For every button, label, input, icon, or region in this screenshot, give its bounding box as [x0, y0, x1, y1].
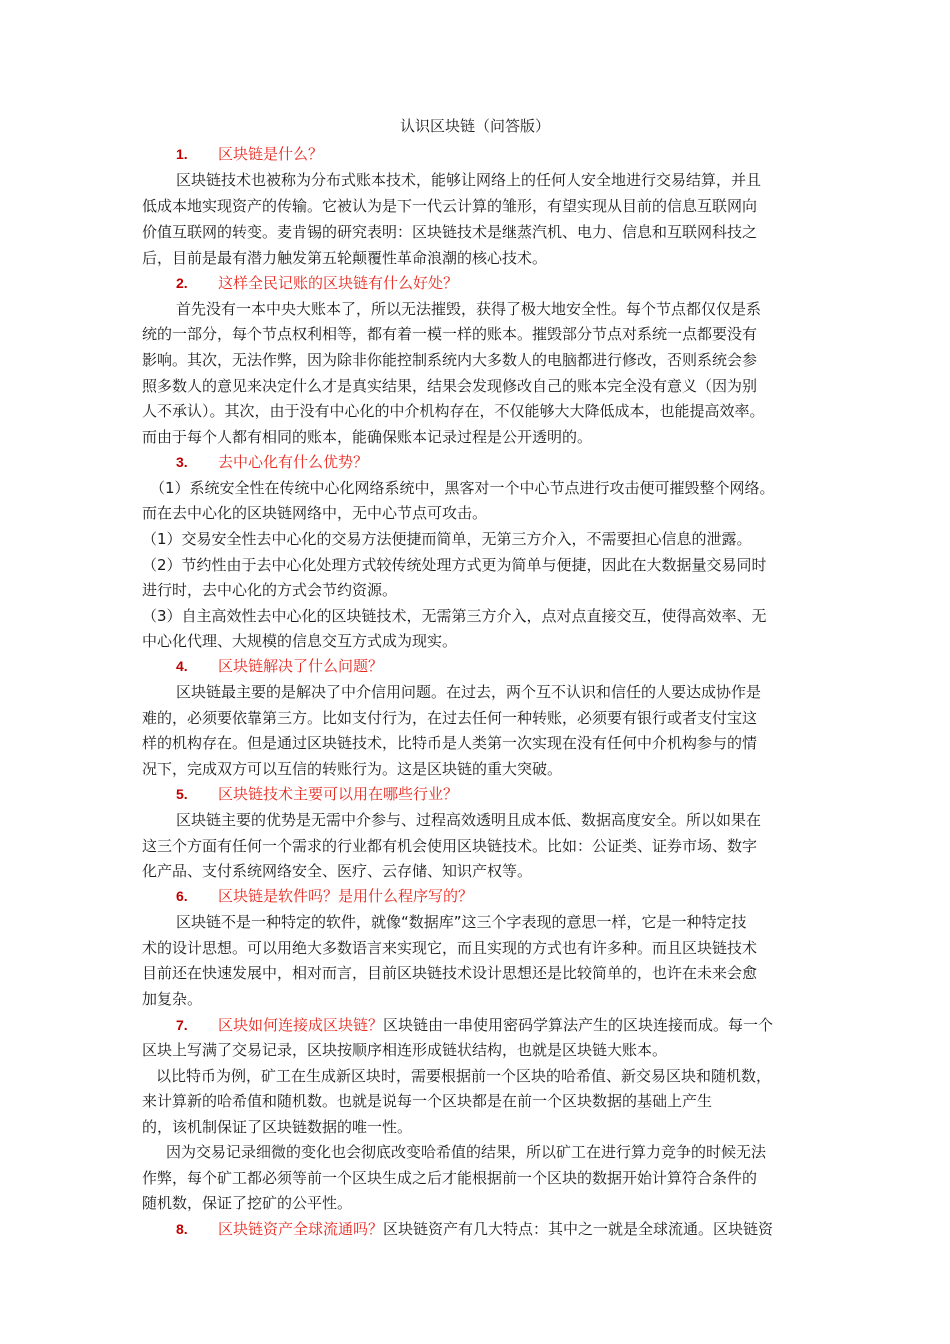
paragraph-line: 作弊，每个矿工都必须等前一个区块生成之后才能根据前一个区块的数据开始计算符合条件的 [142, 1169, 758, 1187]
paragraph-line: 难的，必须要依靠第三方。比如支付行为，在过去任何一种转账，必须要有银行或者支付宝这 [142, 709, 758, 727]
paragraph-line: 况下，完成双方可以互信的转账行为。这是区块链的重大突破。 [142, 760, 563, 778]
paragraph-line: 区块链不是一种特定的软件，就像“数据库”这三个字表现的意思一样，它是一种特定技 [176, 913, 747, 931]
paragraph-line: 影响。其次，无法作弊，因为除非你能控制系统内大多数人的电脑都进行修改，否则系统会参 [142, 351, 758, 369]
section-number: 6. [176, 888, 188, 904]
paragraph-line: 中心化代理、大规模的信息交互方式成为现实。 [142, 632, 458, 650]
paragraph-line: 区块链主要的优势是无需中介参与、过程高效透明且成本低、数据高度安全。所以如果在 [176, 811, 762, 829]
section-number: 2. [176, 275, 188, 291]
paragraph-line: 区块链最主要的是解决了中介信用问题。在过去，两个互不认识和信任的人要达成协作是 [176, 683, 762, 701]
section-number: 8. [176, 1221, 188, 1237]
section-number: 3. [176, 454, 188, 470]
paragraph-line: 因为交易记录细微的变化也会彻底改变哈希值的结果，所以矿工在进行算力竞争的时候无法 [166, 1143, 767, 1161]
section-number: 5. [176, 786, 188, 802]
paragraph-line: （1）系统安全性在传统中心化网络系统中，黑客对一个中心节点进行攻击便可摧毁整个网络。 [150, 479, 775, 497]
paragraph-line: 的，该机制保证了区块链数据的唯一性。 [142, 1118, 413, 1136]
section-question: 区块链是什么？ [218, 145, 324, 163]
paragraph-line: 化产品、支付系统网络安全、医疗、云存储、知识产权等。 [142, 862, 533, 880]
paragraph-line: 而在去中心化的区块链网络中，无中心节点可攻击。 [142, 504, 488, 522]
section-number: 4. [176, 658, 188, 674]
paragraph-line: 区块链技术也被称为分布式账本技术，能够让网络上的任何人安全地进行交易结算，并且 [176, 171, 762, 189]
section-question: 区块链是软件吗？是用什么程序写的？ [218, 887, 474, 905]
paragraph-line: 样的机构存在。但是通过区块链技术，比特币是人类第一次实现在没有任何中介机构参与的情 [142, 734, 758, 752]
paragraph-line: （3）自主高效性去中心化的区块链技术，无需第三方介入，点对点直接交互，使得高效率、无 [142, 607, 767, 625]
section-question: 这样全民记账的区块链有什么好处？ [218, 274, 459, 292]
section-question: 区块链资产全球流通吗？ [218, 1220, 384, 1238]
paragraph-line: 以比特币为例，矿工在生成新区块时，需要根据前一个区块的哈希值、新交易区块和随机数， [156, 1067, 772, 1085]
paragraph-line: 来计算新的哈希值和随机数。也就是说每一个区块都是在前一个区块数据的基础上产生 [142, 1092, 713, 1110]
paragraph-line: 加复杂。 [142, 990, 203, 1008]
paragraph-line: 这三个方面有任何一个需求的行业都有机会使用区块链技术。比如：公证类、证券市场、数字 [142, 837, 758, 855]
section-number: 7. [176, 1017, 188, 1033]
paragraph-line: 随机数，保证了挖矿的公平性。 [142, 1194, 353, 1212]
paragraph-line: 照多数人的意见来决定什么才是真实结果，结果会发现修改自己的账本完全没有意义（因为别 [142, 377, 758, 395]
paragraph-line: 术的设计思想。可以用绝大多数语言来实现它，而且实现的方式也有许多种。而且区块链技术 [142, 939, 758, 957]
paragraph-line: 区块上写满了交易记录，区块按顺序相连形成链状结构，也就是区块链大账本。 [142, 1041, 668, 1059]
section-question: 区块链解决了什么问题？ [218, 657, 384, 675]
paragraph-line: （2）节约性由于去中心化处理方式较传统处理方式更为简单与便捷，因此在大数据量交易同时 [142, 556, 767, 574]
section-question: 区块链技术主要可以用在哪些行业？ [218, 785, 459, 803]
document-title: 认识区块链（问答版） [399, 117, 550, 135]
paragraph-line: 目前还在快速发展中，相对而言，目前区块链技术设计思想还是比较简单的，也许在未来会愈 [142, 964, 758, 982]
paragraph-line: 而由于每个人都有相同的账本，能确保账本记录过程是公开透明的。 [142, 428, 593, 446]
paragraph-line: 低成本地实现资产的传输。它被认为是下一代云计算的雏形，有望实现从目前的信息互联网向 [142, 197, 758, 215]
paragraph-line: 人不承认）。其次，由于没有中心化的中介机构存在，不仅能够大大降低成本，也能提高效率。 [142, 402, 765, 420]
paragraph-line: 统的一部分，每个节点权利相等，都有着一模一样的账本。摧毁部分节点对系统一点都要没有 [142, 325, 758, 343]
section-inline-answer: 区块链资产有几大特点：其中之一就是全球流通。区块链资 [383, 1220, 774, 1238]
paragraph-line: 进行时，去中心化的方式会节约资源。 [142, 581, 398, 599]
section-question: 区块如何连接成区块链？ [218, 1016, 384, 1034]
section-inline-answer: 区块链由一串使用密码学算法产生的区块连接而成。每一个 [383, 1016, 774, 1034]
paragraph-line: 首先没有一本中央大账本了，所以无法摧毁，获得了极大地安全性。每个节点都仅仅是系 [176, 300, 762, 318]
section-question-with-answer [218, 1015, 773, 1035]
section-question-with-answer [218, 1219, 773, 1239]
section-question: 去中心化有什么优势？ [218, 453, 369, 471]
section-number: 1. [176, 146, 188, 162]
paragraph-line: （1）交易安全性去中心化的交易方法便捷而简单，无第三方介入，不需要担心信息的泄露。 [142, 530, 752, 548]
paragraph-line: 后，目前是最有潜力触发第五轮颠覆性革命浪潮的核心技术。 [142, 249, 548, 267]
paragraph-line: 价值互联网的转变。麦肯锡的研究表明：区块链技术是继蒸汽机、电力、信息和互联网科技之 [142, 223, 758, 241]
